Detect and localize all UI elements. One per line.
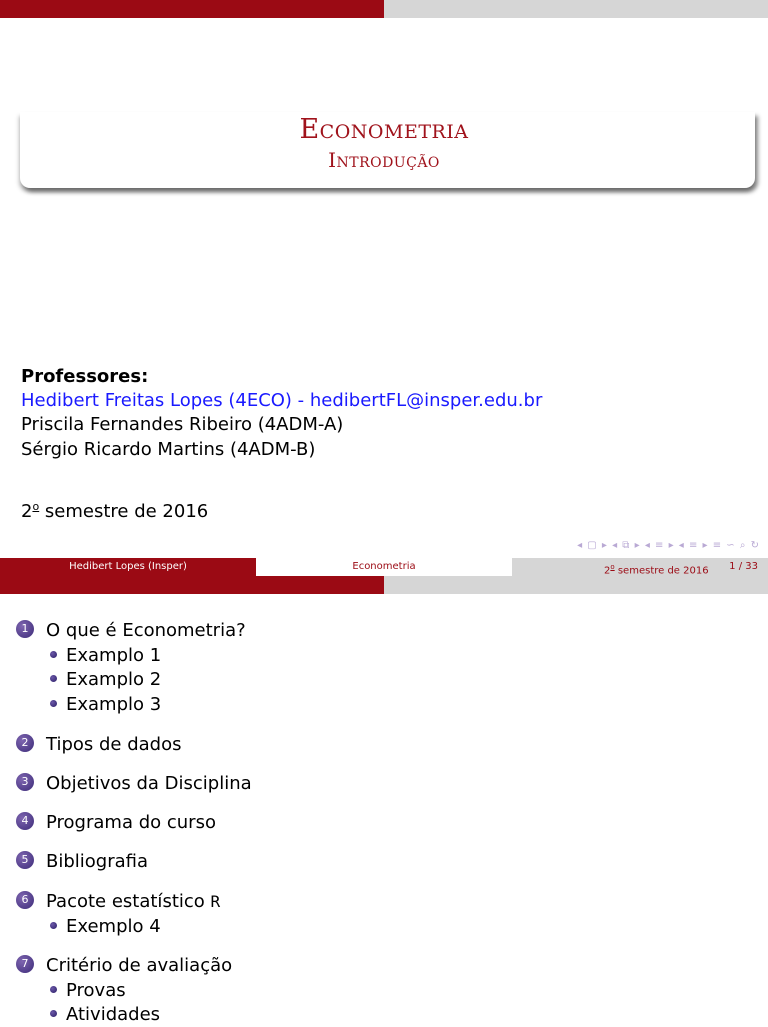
subsection-label: Exemplo 4 [66,916,161,937]
section-number-badge: 2 [16,734,34,752]
footer-page-number: 1 / 33 [729,561,758,572]
footer-date-cell [512,558,768,576]
footer-author: Hedibert Lopes (Insper) [69,561,187,572]
footer-title-cell [256,558,512,576]
section-number-badge: 4 [16,812,34,830]
professors-label: Professores: [21,366,149,387]
bullet-icon [50,986,57,993]
section-label: Objetivos da Disciplina [46,773,252,794]
footer-date-number: 2 [604,565,611,577]
section-label: Pacote estatístico [46,891,205,912]
section-number-badge: 7 [16,955,34,973]
outline-section-4[interactable] [16,811,216,835]
professor-3: Sérgio Ricardo Martins (4ADM-B) [21,439,316,460]
top-bar-red-2 [0,576,384,594]
footer-date-ordinal: o [610,563,615,571]
bullet-icon [50,922,57,929]
professor-2: Priscila Fernandes Ribeiro (4ADM-A) [21,414,344,435]
outline-section-2[interactable] [16,733,181,757]
section-number-badge: 6 [16,891,34,909]
section-number-badge: 5 [16,851,34,869]
subsection-label: Provas [66,980,126,1001]
top-bar-gray-2 [384,576,768,594]
section-label: Bibliografia [46,851,149,872]
outline-subsection[interactable] [50,979,126,1003]
outline-section-1[interactable] [16,619,246,643]
footer-title: Econometria [352,561,416,572]
outline-section-3[interactable] [16,772,252,796]
subsection-label: Atividades [66,1004,161,1025]
footer-date-text: semestre de 2016 [614,565,709,577]
subsection-label: Examplo 1 [66,645,162,666]
section-number-badge: 1 [16,620,34,638]
section-label: O que é Econometria? [46,620,246,641]
footer-author-cell [0,558,256,576]
subsection-label: Examplo 3 [66,694,162,715]
outline-section-6[interactable] [16,890,220,914]
professor-1-link[interactable]: Hedibert Freitas Lopes (4ECO) - hedibertFL@insper.edu.br [21,390,543,411]
section-label: Critério de avaliação [46,955,233,976]
outline-subsection[interactable] [50,1003,160,1027]
beamer-nav-icons[interactable]: ◂ ▢ ▸ ◂ ⧉ ▸ ◂ ≡ ▸ ◂ ≡ ▸ ≡ ∽ ⌕ ↻ [577,540,760,551]
section-number-badge: 3 [16,773,34,791]
semester-text: semestre de 2016 [39,501,209,522]
semester-ordinal: o [32,500,40,513]
bullet-icon [50,1010,57,1017]
semester-line [21,494,208,524]
semester-number: 2 [21,501,33,522]
section-label: Programa do curso [46,812,216,833]
outline-section-7[interactable] [16,954,232,978]
slide-subtitle: Introdução [328,148,440,172]
outline-subsection[interactable] [50,915,161,939]
slide-title: Econometria [299,114,469,145]
subsection-label: Examplo 2 [66,669,162,690]
outline-subsection[interactable] [50,693,161,717]
section-label: Tipos de dados [46,734,182,755]
bullet-icon [50,651,57,658]
top-bar-red [0,0,384,18]
section-label-code: R [210,892,221,911]
top-bar-gray [384,0,768,18]
bullet-icon [50,700,57,707]
outline-section-5[interactable] [16,850,148,874]
bullet-icon [50,675,57,682]
outline-subsection[interactable] [50,668,161,692]
outline-subsection[interactable] [50,644,161,668]
